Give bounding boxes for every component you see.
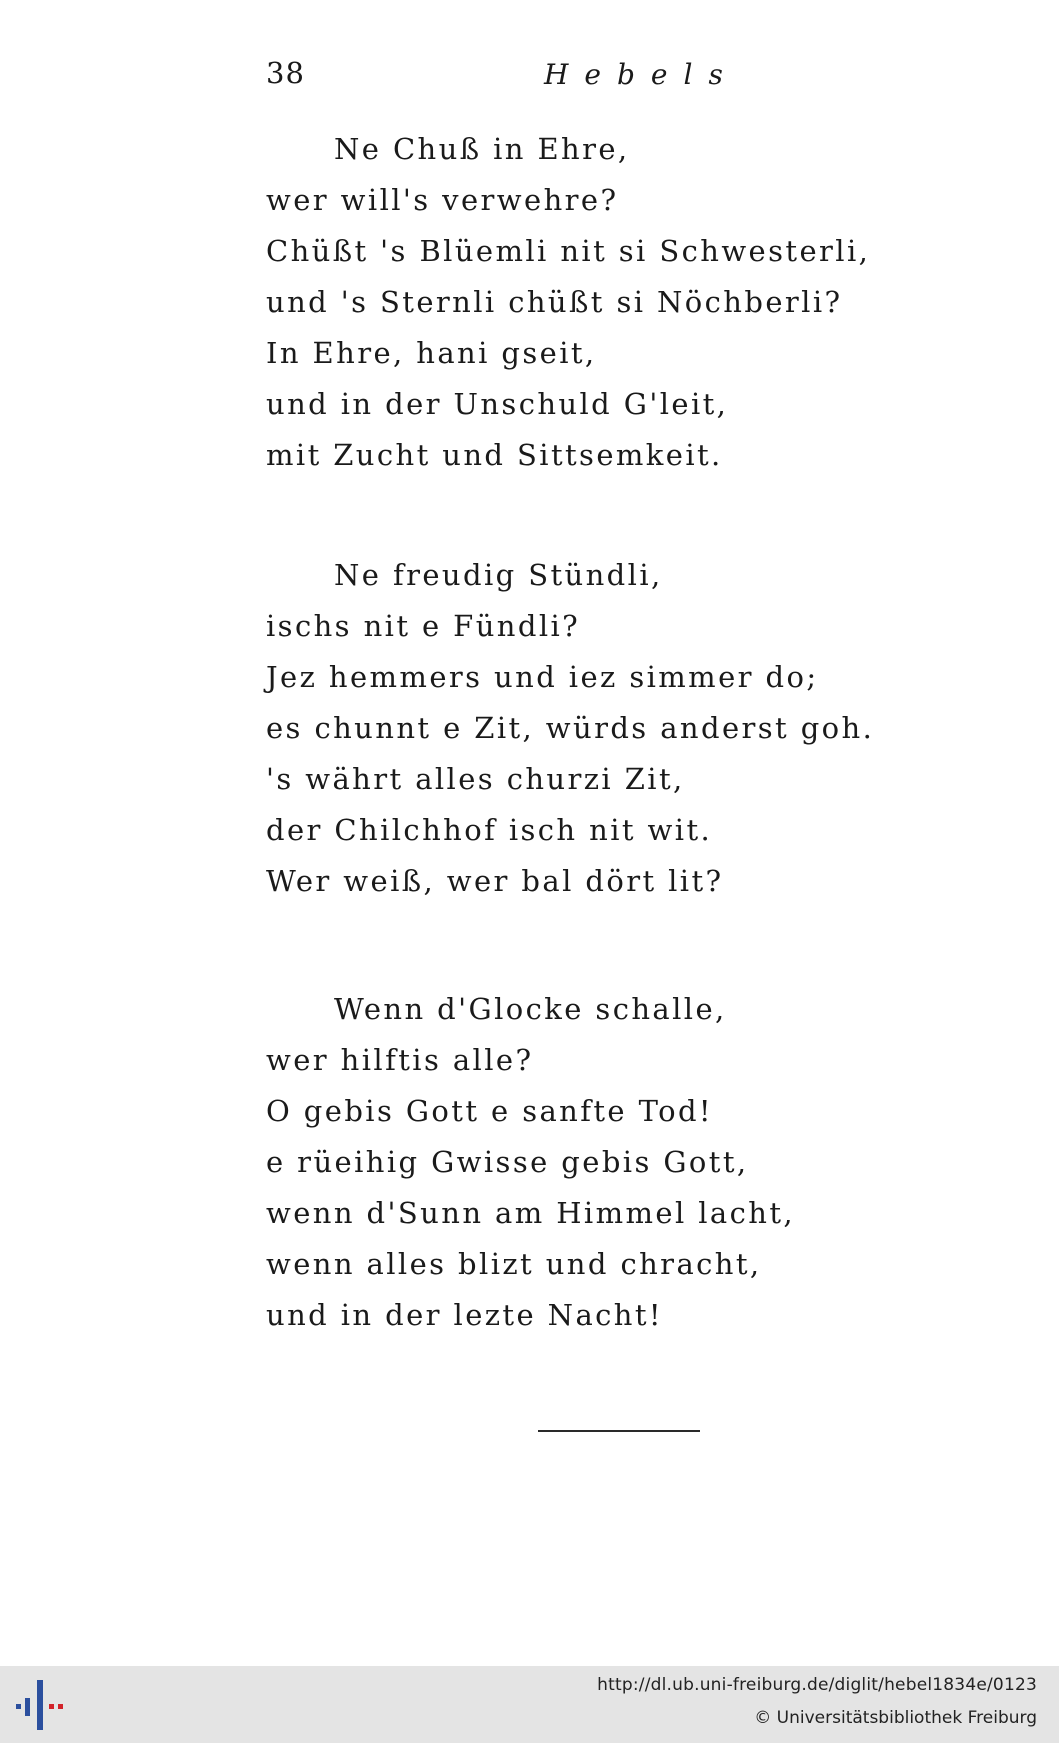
footer-permalink[interactable]: http://dl.ub.uni-freiburg.de/diglit/hebel1834e/0123 <box>597 1675 1037 1695</box>
verse-line: wer hilftis alle? <box>266 1043 534 1077</box>
verse-line: ischs nit e Fündli? <box>266 609 581 643</box>
running-head: Hebels <box>544 58 739 91</box>
verse-line: wer will's verwehre? <box>266 183 619 217</box>
page-header <box>266 56 739 96</box>
footer-bar <box>0 1666 1059 1743</box>
page-number: 38 <box>266 56 305 90</box>
end-rule-divider <box>538 1430 700 1432</box>
verse-line: der Chilchhof isch nit wit. <box>266 813 713 847</box>
verse-line: O gebis Gott e sanfte Tod! <box>266 1094 713 1128</box>
stanza-3 <box>266 984 826 1341</box>
verse-line: In Ehre, hani gseit, <box>266 336 597 370</box>
verse-line: und 's Sternli chüßt si Nöchberli? <box>266 285 843 319</box>
verse-line: Wer weiß, wer bal dört lit? <box>266 864 724 898</box>
verse-line: Jez hemmers und iez simmer do; <box>266 660 819 694</box>
ub-freiburg-logo-icon[interactable] <box>12 1676 68 1734</box>
verse-line: Ne Chuß in Ehre, <box>334 132 630 166</box>
stanza-1 <box>266 124 871 481</box>
verse-line: wenn d'Sunn am Himmel lacht, <box>266 1196 795 1230</box>
verse-line: Ne freudig Stündli, <box>334 558 663 592</box>
verse-line: e rüeihig Gwisse gebis Gott, <box>266 1145 749 1179</box>
verse-line: Wenn d'Glocke schalle, <box>334 992 727 1026</box>
verse-line: wenn alles blizt und chracht, <box>266 1247 762 1281</box>
verse-line: mit Zucht und Sittsemkeit. <box>266 438 723 472</box>
verse-line: 's währt alles churzi Zit, <box>266 762 685 796</box>
verse-line: Chüßt 's Blüemli nit si Schwesterli, <box>266 234 871 268</box>
stanza-2 <box>266 550 875 907</box>
verse-line: es chunnt e Zit, würds anderst goh. <box>266 711 875 745</box>
verse-line: und in der lezte Nacht! <box>266 1298 663 1332</box>
footer-copyright: © Universitätsbibliothek Freiburg <box>754 1708 1037 1728</box>
verse-line: und in der Unschuld G'leit, <box>266 387 729 421</box>
